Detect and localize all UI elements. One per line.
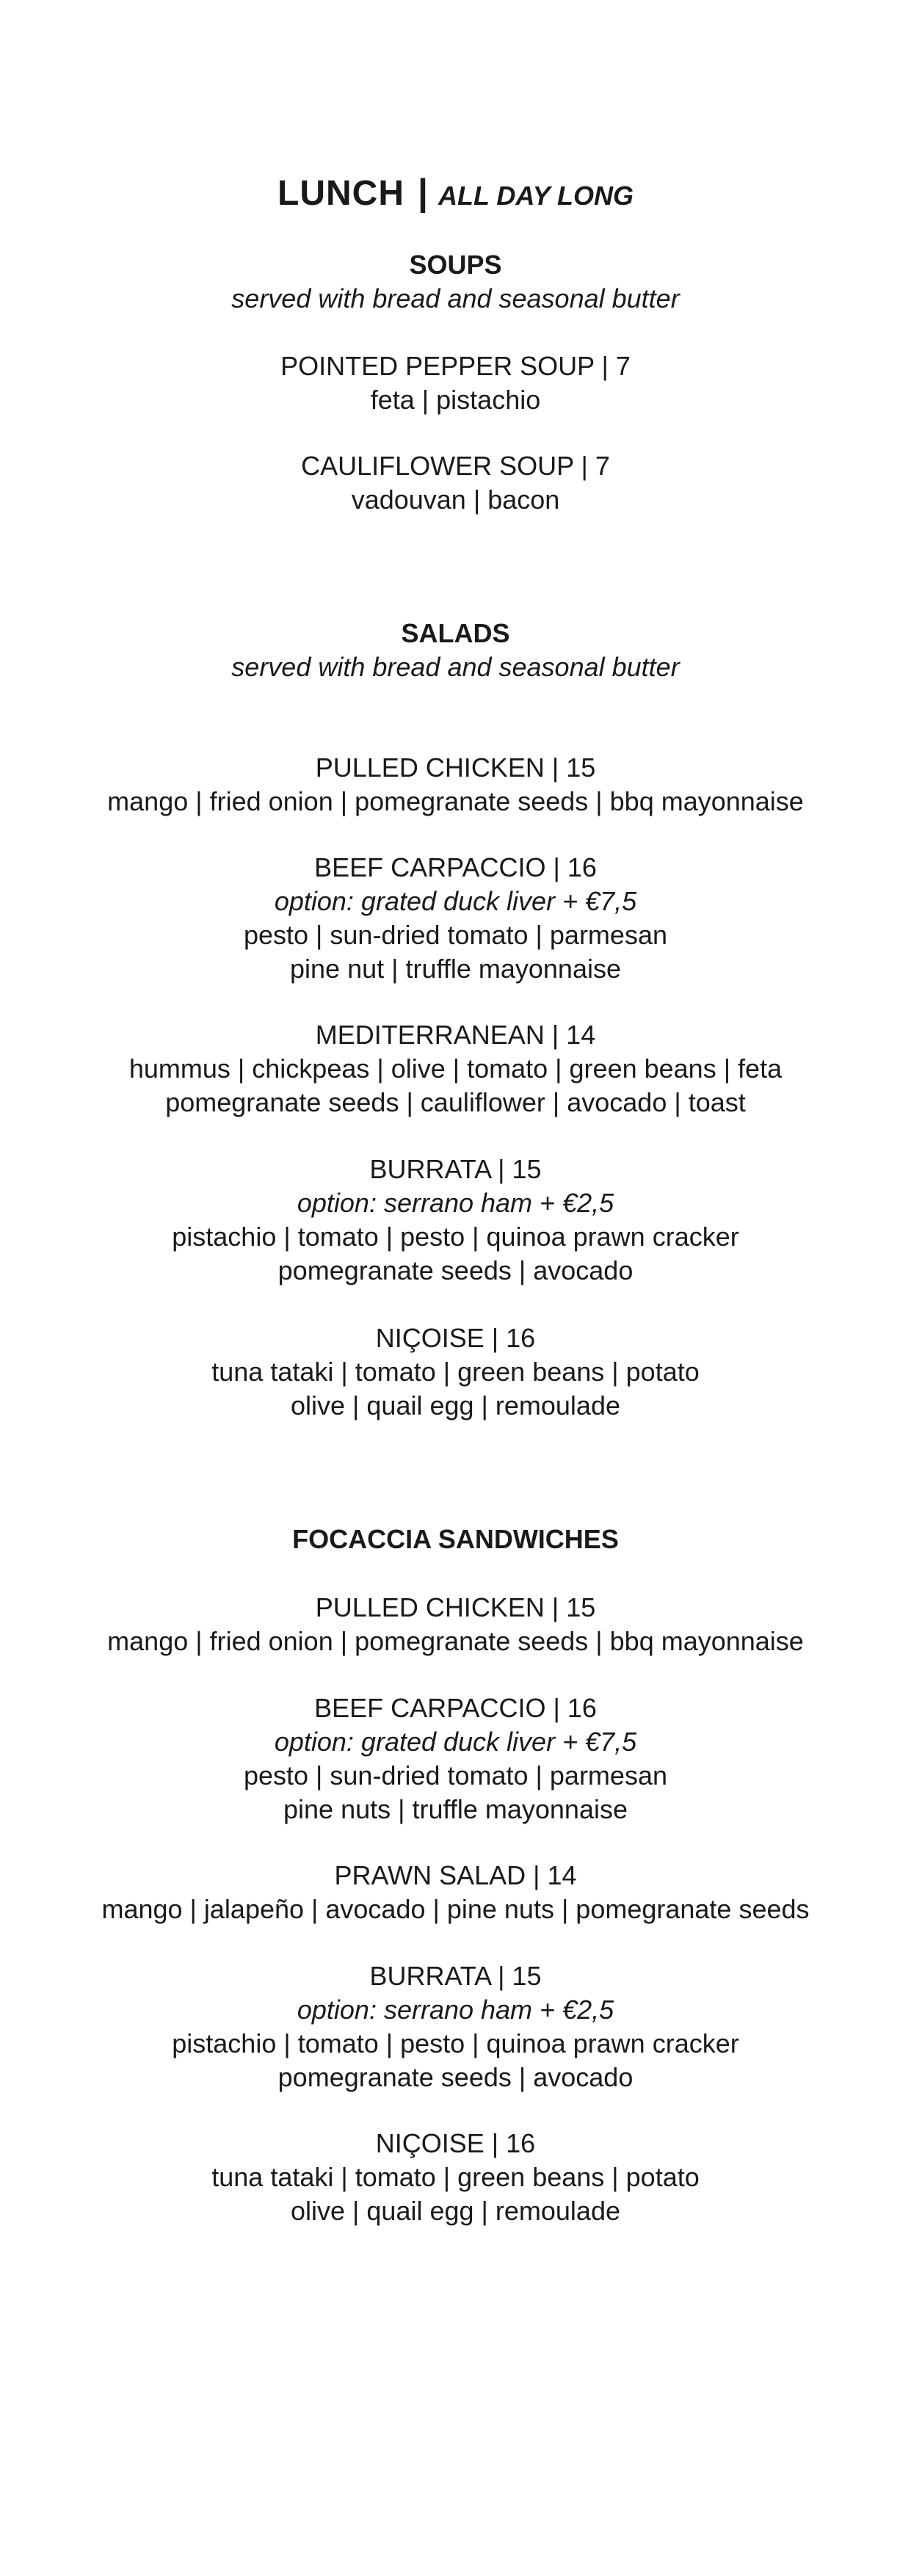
item-ingredients: pesto | sun-dried tomato | parmesan xyxy=(243,920,667,950)
menu-item xyxy=(0,1153,911,1288)
menu-item xyxy=(0,1321,911,1423)
section-focaccia-header xyxy=(0,1523,911,1556)
section-subtitle: served with bread and seasonal butter xyxy=(231,283,680,313)
menu-item xyxy=(0,1859,911,1926)
section-title: SALADS xyxy=(401,618,510,648)
item-name: BEEF CARPACCIO | 16 xyxy=(314,852,597,882)
item-ingredients: mango | fried onion | pomegranate seeds | bbq mayonnaise xyxy=(107,786,804,816)
item-option: option: grated duck liver + €7,5 xyxy=(274,886,637,916)
item-ingredients: pine nuts | truffle mayonnaise xyxy=(283,1794,628,1824)
item-ingredients: mango | jalapeño | avocado | pine nuts | pomegranate seeds xyxy=(101,1894,810,1924)
item-ingredients: pomegranate seeds | cauliflower | avocado | toast xyxy=(165,1087,746,1117)
menu-item xyxy=(0,349,911,417)
item-ingredients: vadouvan | bacon xyxy=(351,485,560,515)
item-ingredients: pesto | sun-dried tomato | parmesan xyxy=(243,1760,667,1790)
menu-item xyxy=(0,449,911,517)
section-salads-header xyxy=(0,617,911,684)
item-name: NIÇOISE | 16 xyxy=(375,2128,536,2158)
menu-item xyxy=(0,2127,911,2228)
item-ingredients: feta | pistachio xyxy=(370,385,541,415)
item-name: PULLED CHICKEN | 15 xyxy=(315,1592,596,1622)
section-title: FOCACCIA SANDWICHES xyxy=(292,1524,619,1554)
item-name: PULLED CHICKEN | 15 xyxy=(315,752,596,783)
menu-item xyxy=(0,751,911,819)
item-ingredients: olive | quail egg | remoulade xyxy=(291,1390,620,1421)
item-name: BURRATA | 15 xyxy=(369,1154,542,1184)
menu-item xyxy=(0,1591,911,1658)
item-ingredients: pomegranate seeds | avocado xyxy=(277,1255,634,1285)
item-name: NIÇOISE | 16 xyxy=(375,1323,536,1353)
item-ingredients: olive | quail egg | remoulade xyxy=(291,2196,620,2226)
item-ingredients: tuna tataki | tomato | green beans | potato xyxy=(211,1357,700,1387)
section-subtitle: served with bread and seasonal butter xyxy=(231,652,680,682)
menu-item xyxy=(0,1959,911,2094)
item-name: POINTED PEPPER SOUP | 7 xyxy=(280,351,631,381)
menu-item xyxy=(0,851,911,986)
section-soups-header xyxy=(0,248,911,316)
item-ingredients: pine nut | truffle mayonnaise xyxy=(290,954,621,984)
title-subtitle: ALL DAY LONG xyxy=(438,181,634,211)
item-ingredients: mango | fried onion | pomegranate seeds | bbq mayonnaise xyxy=(107,1626,804,1656)
menu-item xyxy=(0,1018,911,1120)
menu-title xyxy=(0,166,911,228)
item-ingredients: pomegranate seeds | avocado xyxy=(277,2062,634,2092)
item-ingredients: hummus | chickpeas | olive | tomato | green beans | feta xyxy=(128,1053,783,1084)
item-ingredients: pistachio | tomato | pesto | quinoa prawn cracker xyxy=(172,2028,739,2058)
section-title: SOUPS xyxy=(409,250,502,280)
title-main: LUNCH xyxy=(277,174,404,213)
item-ingredients: tuna tataki | tomato | green beans | potato xyxy=(211,2162,700,2192)
item-option: option: serrano ham + €2,5 xyxy=(297,1188,614,1218)
item-name: PRAWN SALAD | 14 xyxy=(334,1860,577,1890)
title-separator: | xyxy=(417,172,428,213)
menu-item xyxy=(0,1691,911,1826)
item-option: option: serrano ham + €2,5 xyxy=(297,1995,614,2025)
item-name: BEEF CARPACCIO | 16 xyxy=(314,1693,597,1723)
item-name: MEDITERRANEAN | 14 xyxy=(315,1020,596,1050)
item-name: BURRATA | 15 xyxy=(369,1961,542,1991)
item-ingredients: pistachio | tomato | pesto | quinoa prawn cracker xyxy=(172,1222,739,1252)
item-name: CAULIFLOWER SOUP | 7 xyxy=(301,451,610,481)
item-option: option: grated duck liver + €7,5 xyxy=(274,1727,637,1757)
